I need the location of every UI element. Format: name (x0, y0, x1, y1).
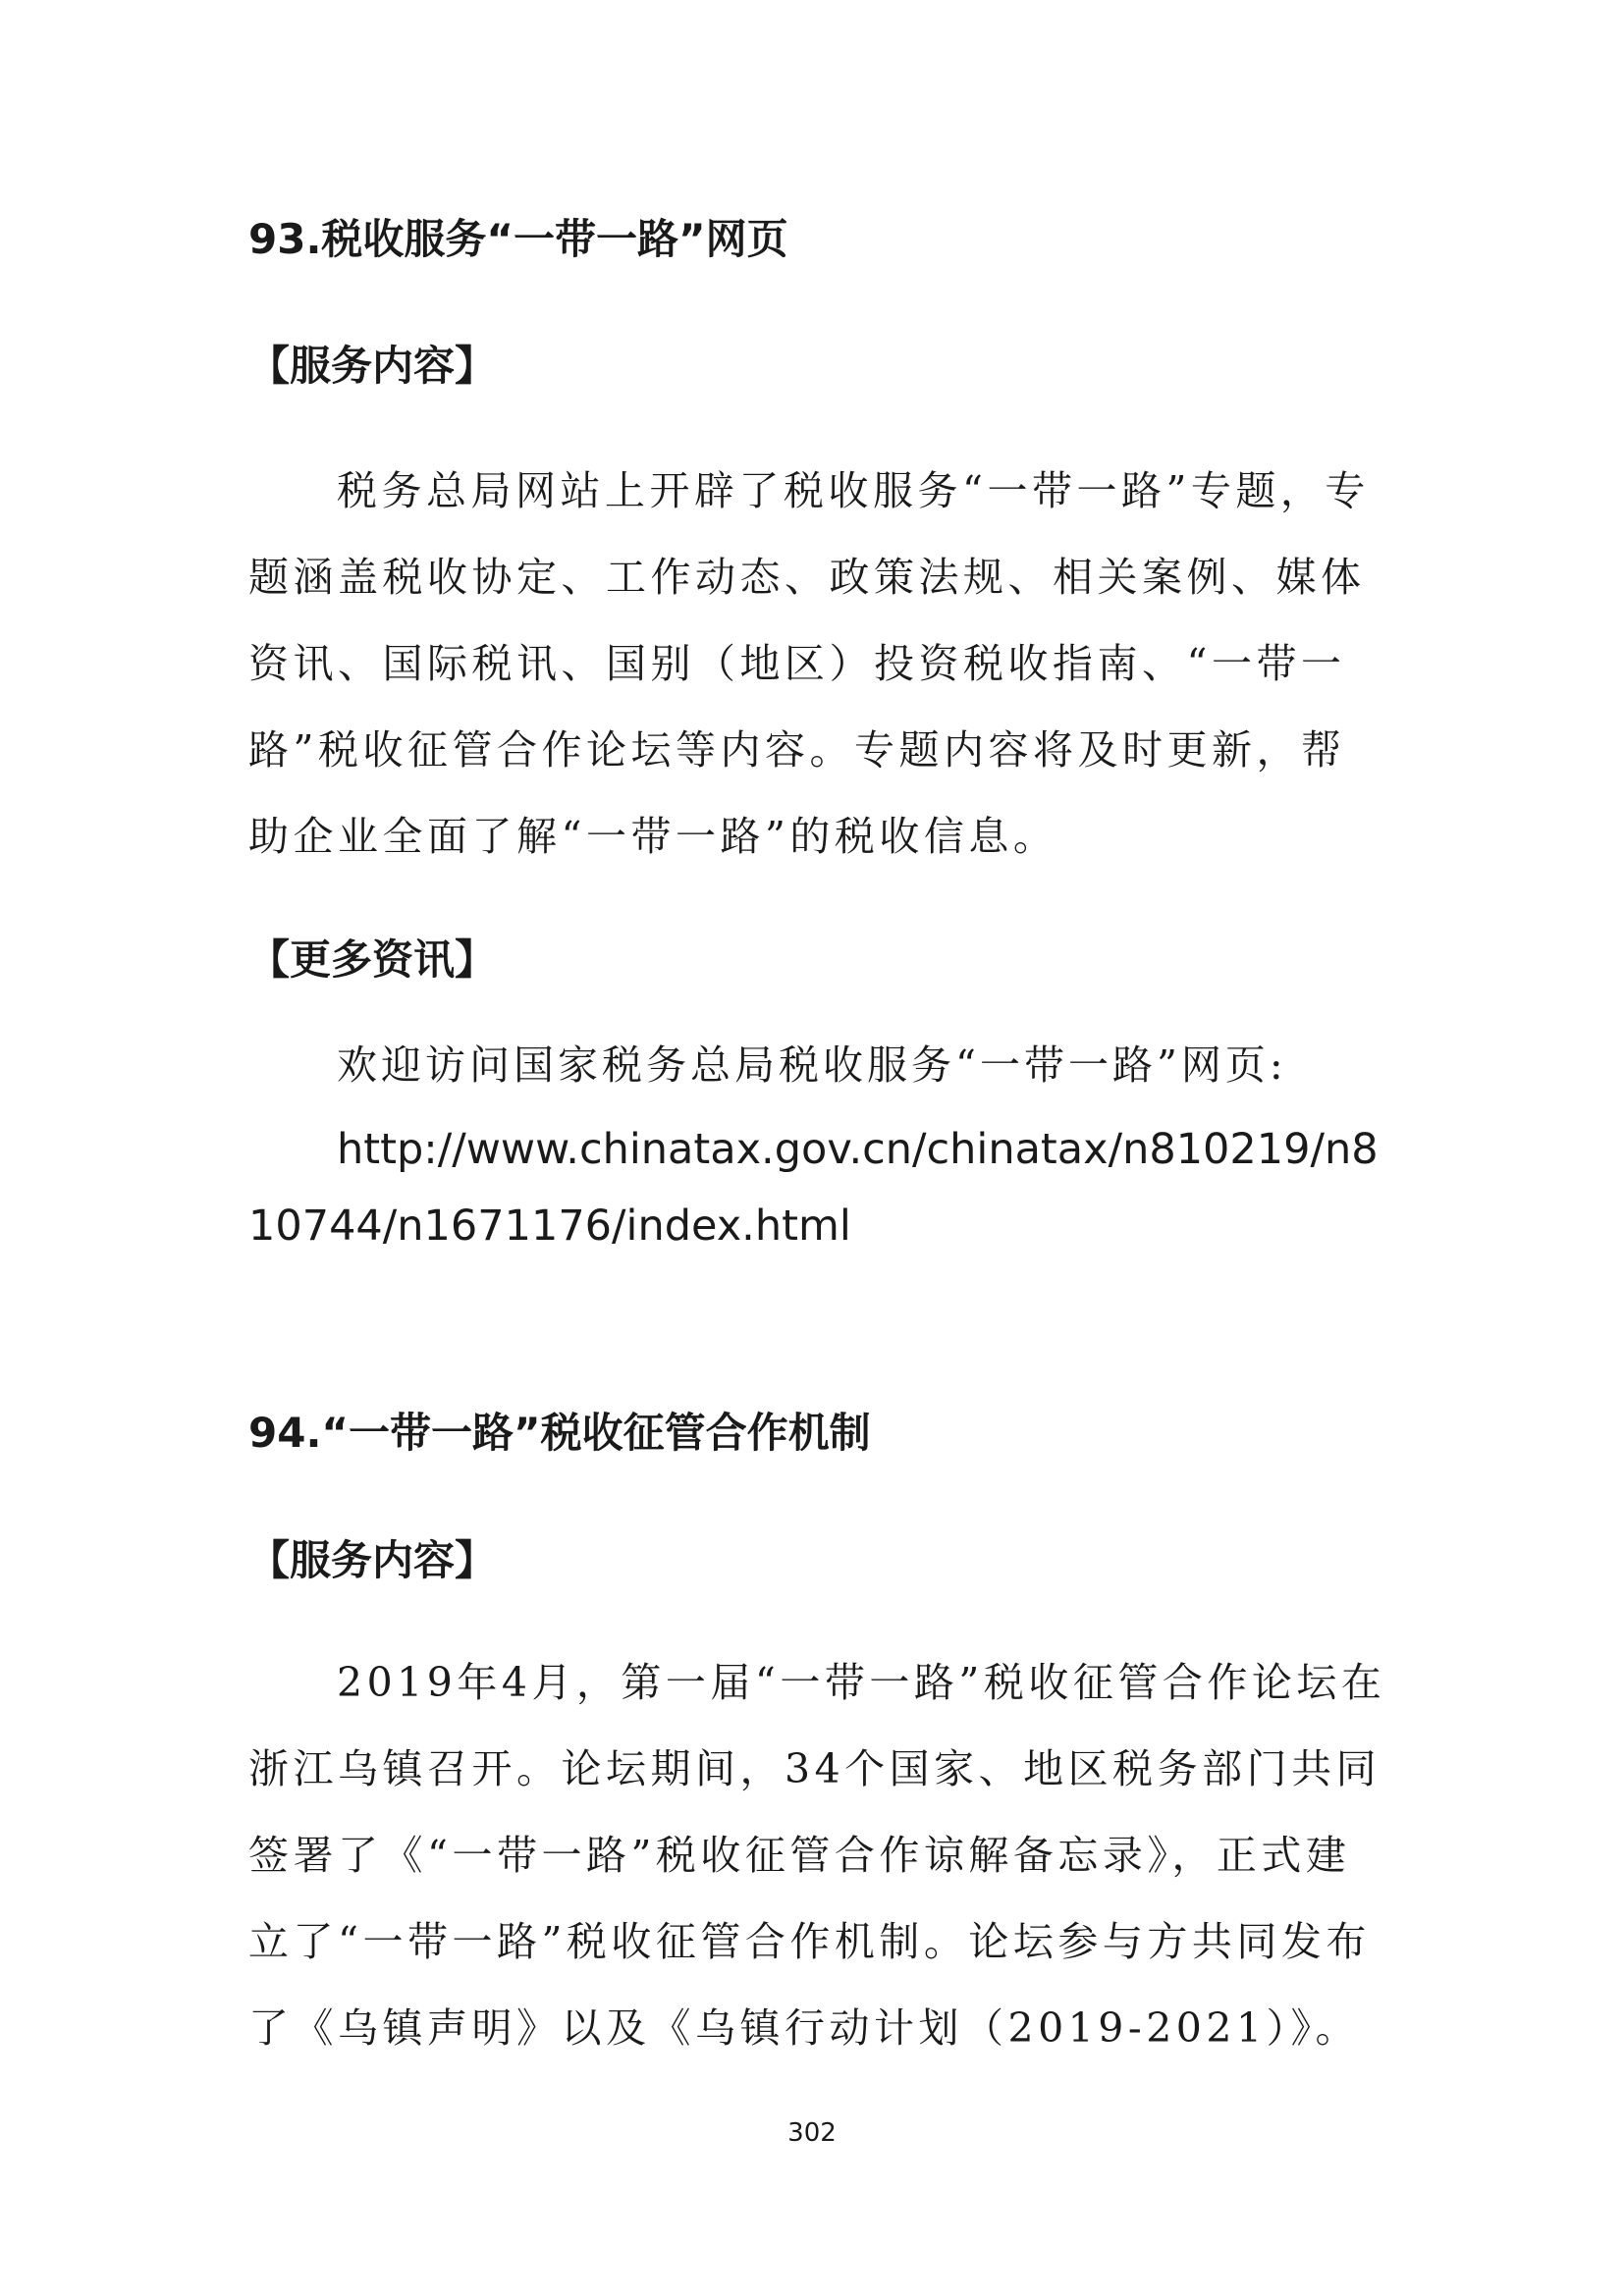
page-number: 302 (787, 2118, 837, 2148)
section-93-url-link[interactable]: http://www.chinatax.gov.cn/chinatax/n810219/n810744/n1671176/index.html (248, 1125, 1379, 1251)
section-93-title: 93.税收服务“一带一路”网页 (248, 215, 788, 263)
section-93-more-text: 欢迎访问国家税务总局税收服务“一带一路”网页: (337, 1041, 1287, 1089)
section-94-service-label: 【服务内容】 (248, 1536, 497, 1584)
section-93-service-text: 税务总局网站上开辟了税收服务“一带一路”专题，专题涵盖税收协定、工作动态、政策法规、相关案例、媒体资讯、国际税讯、国别（地区）投资税收指南、“一带一路”税收征管合作论坛等内容。专题内容将及时更新，帮助企业全面了解“一带一路”的税收信息。 (248, 467, 1370, 860)
section-94-service-text: 2019年4月，第一届“一带一路”税收征管合作论坛在浙江乌镇召开。论坛期间，34个国家、地区税务部门共同签署了《“一带一路”税收征管合作谅解备忘录》，正式建立了“一带一路”税收征管合作机制。论坛参与方共同发布了《乌镇声明》以及《乌镇行动计划（2019-2021）》。 (248, 1659, 1386, 2052)
section-93-more-label: 【更多资讯】 (248, 935, 497, 984)
section-93-service-label: 【服务内容】 (248, 342, 497, 390)
section-94-title: 94.“一带一路”税收征管合作机制 (248, 1409, 871, 1457)
